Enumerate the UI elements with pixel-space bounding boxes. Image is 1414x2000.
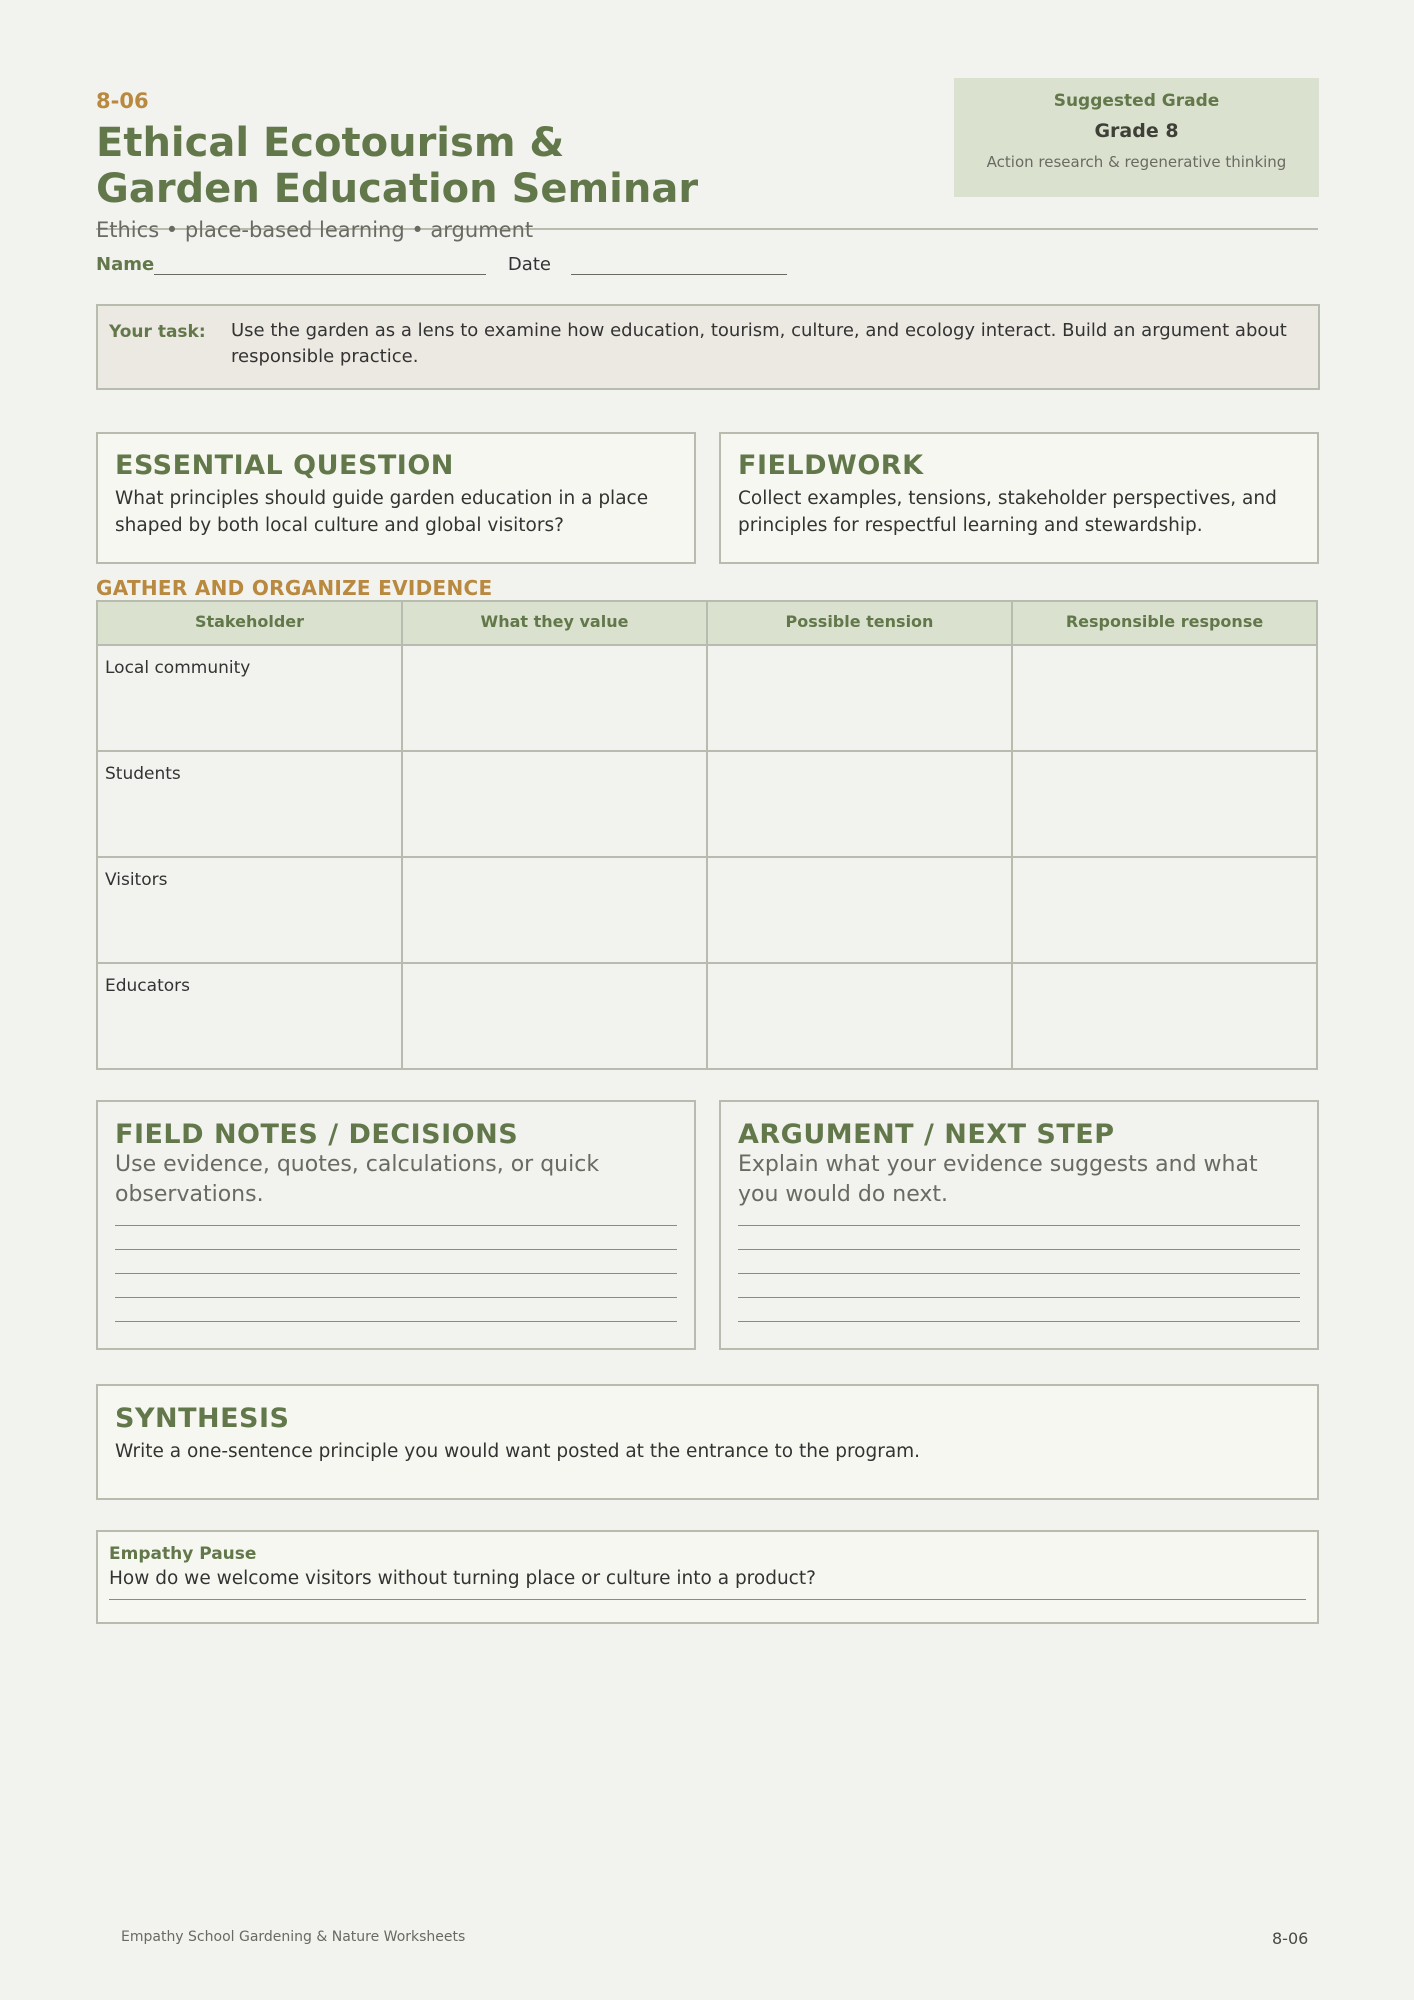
task-box bbox=[96, 304, 1320, 390]
suggested-grade-box bbox=[954, 78, 1319, 197]
table-row bbox=[97, 645, 1317, 751]
writing-line bbox=[738, 1274, 1300, 1298]
worksheet-code: 8-06 bbox=[96, 89, 149, 113]
answer-cell[interactable] bbox=[707, 963, 1012, 1069]
argument-hint: Explain what your evidence suggests and what you would do next. bbox=[738, 1152, 1258, 1207]
synthesis-card bbox=[96, 1384, 1319, 1500]
writing-line bbox=[115, 1274, 677, 1298]
evidence-section-heading: GATHER AND ORGANIZE EVIDENCE bbox=[96, 576, 493, 600]
name-field[interactable] bbox=[154, 250, 486, 275]
column-header: Possible tension bbox=[707, 601, 1012, 645]
fieldwork-text: Collect examples, tensions, stakeholder perspectives, and principles for respectful learning and stewardship. bbox=[738, 488, 1277, 536]
stakeholder-cell: Educators bbox=[97, 963, 402, 1069]
column-header: Stakeholder bbox=[97, 601, 402, 645]
field-notes-hint: Use evidence, quotes, calculations, or quick observations. bbox=[115, 1152, 600, 1207]
field-notes-heading: FIELD NOTES / DECISIONS bbox=[115, 1119, 519, 1150]
answer-cell[interactable] bbox=[402, 751, 707, 857]
argument-card bbox=[719, 1100, 1319, 1350]
writing-line bbox=[738, 1298, 1300, 1322]
writing-line bbox=[115, 1226, 677, 1250]
fieldwork-heading: FIELDWORK bbox=[738, 450, 924, 481]
writing-line bbox=[738, 1250, 1300, 1274]
column-header: What they value bbox=[402, 601, 707, 645]
answer-cell[interactable] bbox=[402, 857, 707, 963]
empathy-pause-text: How do we welcome visitors without turning place or culture into a product? bbox=[109, 1568, 816, 1589]
answer-cell[interactable] bbox=[1012, 645, 1317, 751]
stakeholder-cell: Students bbox=[97, 751, 402, 857]
essential-question-heading: ESSENTIAL QUESTION bbox=[115, 450, 454, 481]
essential-question-text: What principles should guide garden education in a place shaped by both local culture and global visitors? bbox=[115, 488, 649, 536]
stakeholder-cell: Local community bbox=[97, 645, 402, 751]
date-field[interactable] bbox=[571, 250, 787, 275]
field-notes-card bbox=[96, 1100, 696, 1350]
footer-page-code: 8-06 bbox=[1272, 1929, 1309, 1948]
argument-heading: ARGUMENT / NEXT STEP bbox=[738, 1119, 1115, 1150]
writing-line bbox=[115, 1250, 677, 1274]
grade-label: Suggested Grade bbox=[1053, 91, 1220, 111]
table-row bbox=[97, 963, 1317, 1069]
column-header: Responsible response bbox=[1012, 601, 1317, 645]
answer-cell[interactable] bbox=[1012, 963, 1317, 1069]
field-notes-writing-area[interactable] bbox=[115, 1202, 677, 1322]
empathy-pause-label: Empathy Pause bbox=[109, 1544, 257, 1564]
table-row bbox=[97, 857, 1317, 963]
table-row bbox=[97, 751, 1317, 857]
answer-cell[interactable] bbox=[707, 857, 1012, 963]
grade-value: Grade 8 bbox=[1094, 120, 1179, 142]
date-label: Date bbox=[507, 254, 551, 275]
task-label: Your task: bbox=[109, 322, 206, 342]
empathy-pause-card bbox=[96, 1530, 1319, 1624]
grade-focus: Action research & regenerative thinking bbox=[986, 153, 1287, 171]
page-title: Ethical Ecotourism & Garden Education Seminar bbox=[96, 120, 699, 212]
name-label: Name bbox=[96, 254, 155, 275]
writing-line bbox=[115, 1298, 677, 1322]
argument-writing-area[interactable] bbox=[738, 1202, 1300, 1322]
writing-line bbox=[738, 1226, 1300, 1250]
stakeholder-cell: Visitors bbox=[97, 857, 402, 963]
page-subtitle: Ethics • place-based learning • argument bbox=[96, 218, 534, 242]
synthesis-heading: SYNTHESIS bbox=[115, 1403, 290, 1434]
answer-cell[interactable] bbox=[402, 963, 707, 1069]
fieldwork-card bbox=[719, 432, 1319, 564]
evidence-table bbox=[96, 600, 1318, 1070]
answer-cell[interactable] bbox=[707, 645, 1012, 751]
table-header-row bbox=[97, 601, 1317, 645]
answer-cell[interactable] bbox=[1012, 751, 1317, 857]
synthesis-text: Write a one-sentence principle you would want posted at the entrance to the program. bbox=[115, 1441, 921, 1462]
answer-cell[interactable] bbox=[402, 645, 707, 751]
answer-cell[interactable] bbox=[707, 751, 1012, 857]
empathy-writing-line[interactable] bbox=[109, 1599, 1306, 1600]
footer-publisher: Empathy School Gardening & Nature Worksheets bbox=[121, 1929, 466, 1945]
name-date-row bbox=[96, 250, 787, 275]
essential-question-card bbox=[96, 432, 696, 564]
answer-cell[interactable] bbox=[1012, 857, 1317, 963]
task-text: Use the garden as a lens to examine how education, tourism, culture, and ecology interact. Build an argument about responsible practice. bbox=[231, 320, 1287, 367]
